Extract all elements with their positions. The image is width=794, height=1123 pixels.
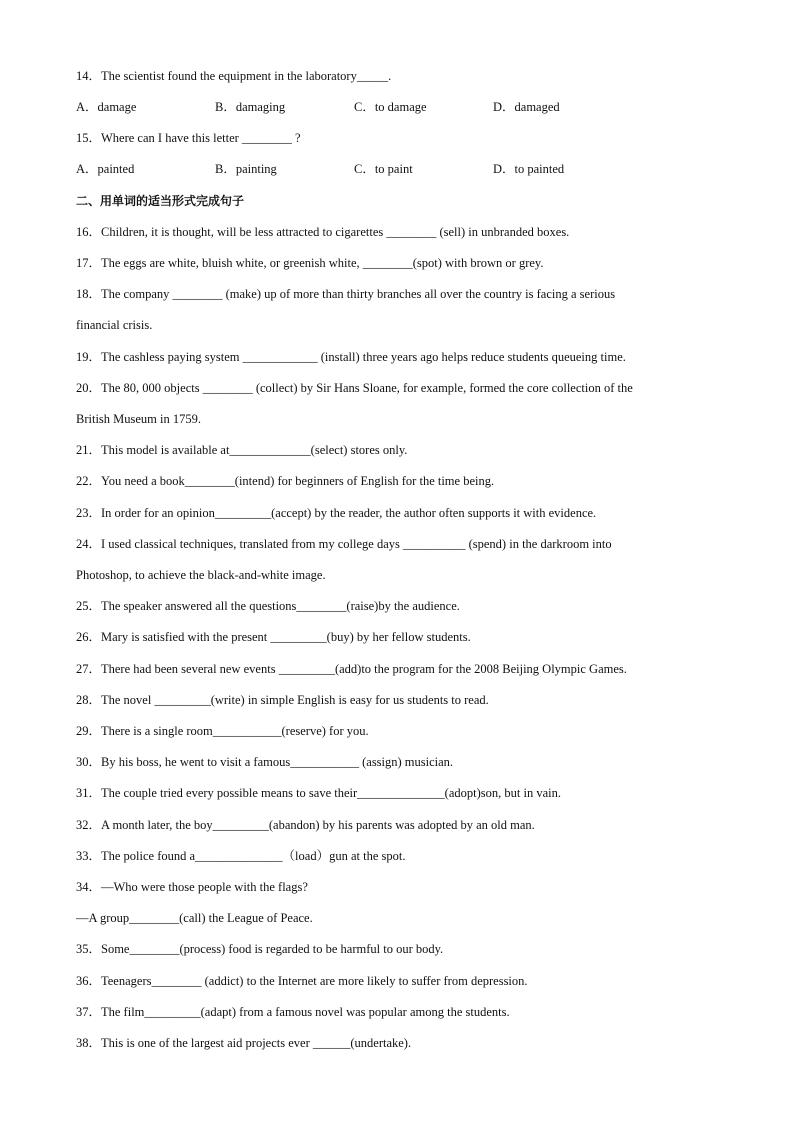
option-c: C．to paint	[354, 162, 413, 176]
question-line-continuation: Photoshop, to achieve the black-and-white image.	[76, 568, 326, 582]
option-a: A．damage	[76, 100, 137, 114]
question-15-stem: 15．Where can I have this letter ________ ?	[76, 131, 301, 145]
question-line: 25．The speaker answered all the questions________(raise)by the audience.	[76, 599, 460, 613]
option-b: B．damaging	[215, 100, 286, 114]
question-line-continuation: British Museum in 1759.	[76, 412, 202, 426]
question-line: 26．Mary is satisfied with the present _________(buy) by her fellow students.	[76, 630, 471, 644]
section-heading: 二、用单词的适当形式完成句子	[76, 194, 245, 208]
question-line: 21．This model is available at_____________(select) stores only.	[76, 443, 408, 457]
question-line: 33．The police found a______________（load）gun at the spot.	[76, 849, 406, 863]
question-15-options	[76, 161, 726, 177]
option-d: D．damaged	[493, 100, 560, 114]
option-b: B．painting	[215, 162, 277, 176]
question-line: 35．Some________(process) food is regarded to be harmful to our body.	[76, 942, 444, 956]
question-line-continuation: —A group________(call) the League of Peace.	[76, 911, 313, 925]
question-line: 22．You need a book________(intend) for beginners of English for the time being.	[76, 474, 495, 488]
question-line: 19．The cashless paying system ____________ (install) three years ago helps reduce students queueing time.	[76, 350, 626, 364]
question-line: 38．This is one of the largest aid projects ever ______(undertake).	[76, 1036, 412, 1050]
question-line: 23．In order for an opinion_________(accept) by the reader, the author often supports it with evidence.	[76, 506, 597, 520]
question-line: 17．The eggs are white, bluish white, or greenish white, ________(spot) with brown or grey.	[76, 256, 544, 270]
question-line: 29．There is a single room___________(reserve) for you.	[76, 724, 369, 738]
question-line: 27．There had been several new events _________(add)to the program for the 2008 Beijing Olympic Games.	[76, 662, 627, 676]
question-line: 28．The novel _________(write) in simple English is easy for us students to read.	[76, 693, 489, 707]
option-a: A．painted	[76, 162, 135, 176]
question-line: 34．—Who were those people with the flags?	[76, 880, 308, 894]
question-line: 31．The couple tried every possible means to save their______________(adopt)son, but in vain.	[76, 786, 561, 800]
question-14-options	[76, 99, 726, 115]
question-line: 37．The film_________(adapt) from a famous novel was popular among the students.	[76, 1005, 510, 1019]
question-line: 18．The company ________ (make) up of more than thirty branches all over the country is facing a serious	[76, 287, 616, 301]
question-line: 30．By his boss, he went to visit a famous___________ (assign) musician.	[76, 755, 454, 769]
question-line: 32．A month later, the boy_________(abandon) by his parents was adopted by an old man.	[76, 818, 535, 832]
question-line: 36．Teenagers________ (addict) to the Internet are more likely to suffer from depression.	[76, 974, 528, 988]
option-c: C．to damage	[354, 100, 427, 114]
question-line: 24．I used classical techniques, translated from my college days __________ (spend) in the darkroom into	[76, 537, 612, 551]
question-line-continuation: financial crisis.	[76, 318, 153, 332]
option-d: D．to painted	[493, 162, 565, 176]
question-line: 20．The 80, 000 objects ________ (collect) by Sir Hans Sloane, for example, formed the core collection of the	[76, 381, 633, 395]
question-14-stem: 14．The scientist found the equipment in the laboratory_____.	[76, 69, 392, 83]
question-line: 16．Children, it is thought, will be less attracted to cigarettes ________ (sell) in unbranded boxes.	[76, 225, 570, 239]
